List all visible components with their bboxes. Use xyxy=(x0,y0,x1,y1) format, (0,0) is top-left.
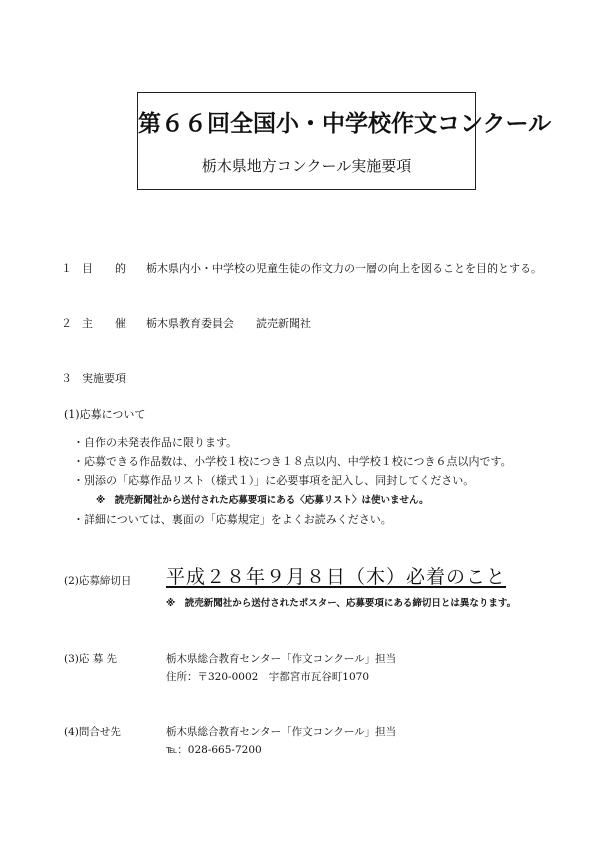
section1-number: １ xyxy=(61,262,72,275)
application-note: ※ 読売新聞社から送付された応募要項にある〈応募リスト〉は使いません。 xyxy=(96,495,429,506)
main-title: 第６６回全国小・中学校作文コンクール xyxy=(138,111,552,137)
application-bullet-2: ・応募できる作品数は、小学校１校につき１８点以内、中学校１校につき６点以内です。 xyxy=(73,455,512,468)
application-bullet-1: ・自作の未発表作品に限ります。 xyxy=(73,436,238,449)
inquiry-org: 栃木県総合教育センター「作文コンクール」担当 xyxy=(166,726,397,738)
application-detail: ・詳細については、裏面の「応募規定」をよくお読みください。 xyxy=(73,513,392,526)
destination-org: 栃木県総合教育センター「作文コンクール」担当 xyxy=(166,653,397,665)
title-box xyxy=(137,92,552,190)
application-heading: (1)応募について xyxy=(64,408,146,421)
deadline-note: ※ 読売新聞社から送付されたポスター、応募要項にある締切日とは異なります。 xyxy=(166,598,517,609)
section1-heading: 目 的 xyxy=(82,262,126,275)
deadline-value: 平成２８年９月８日（木）必着のこと xyxy=(166,566,507,588)
sub-title: 栃木県地方コンクール実施要項 xyxy=(201,157,412,175)
section3-number: ３ xyxy=(61,372,72,385)
inquiry-label: (4)問合せ先 xyxy=(64,726,121,738)
section2-heading: 主 催 xyxy=(82,317,126,330)
destination-label: (3)応 募 先 xyxy=(64,653,118,665)
deadline-label: (2)応募締切日 xyxy=(64,575,132,587)
inquiry-tel: ℡：028-665-7200 xyxy=(166,744,262,756)
section2-text: 栃木県教育委員会 読売新聞社 xyxy=(146,317,311,330)
destination-address: 住所：〒320-0002 宇都宮市瓦谷町1070 xyxy=(166,671,370,683)
section1-text: 栃木県内小・中学校の児童生徒の作文力の一層の向上を図ることを目的とする。 xyxy=(146,262,542,275)
section2-number: ２ xyxy=(61,317,72,330)
section3-heading: 実施要項 xyxy=(82,372,126,385)
application-bullet-3: ・別添の「応募作品リスト（様式１）」に必要事項を記入し、同封してください。 xyxy=(73,474,475,487)
